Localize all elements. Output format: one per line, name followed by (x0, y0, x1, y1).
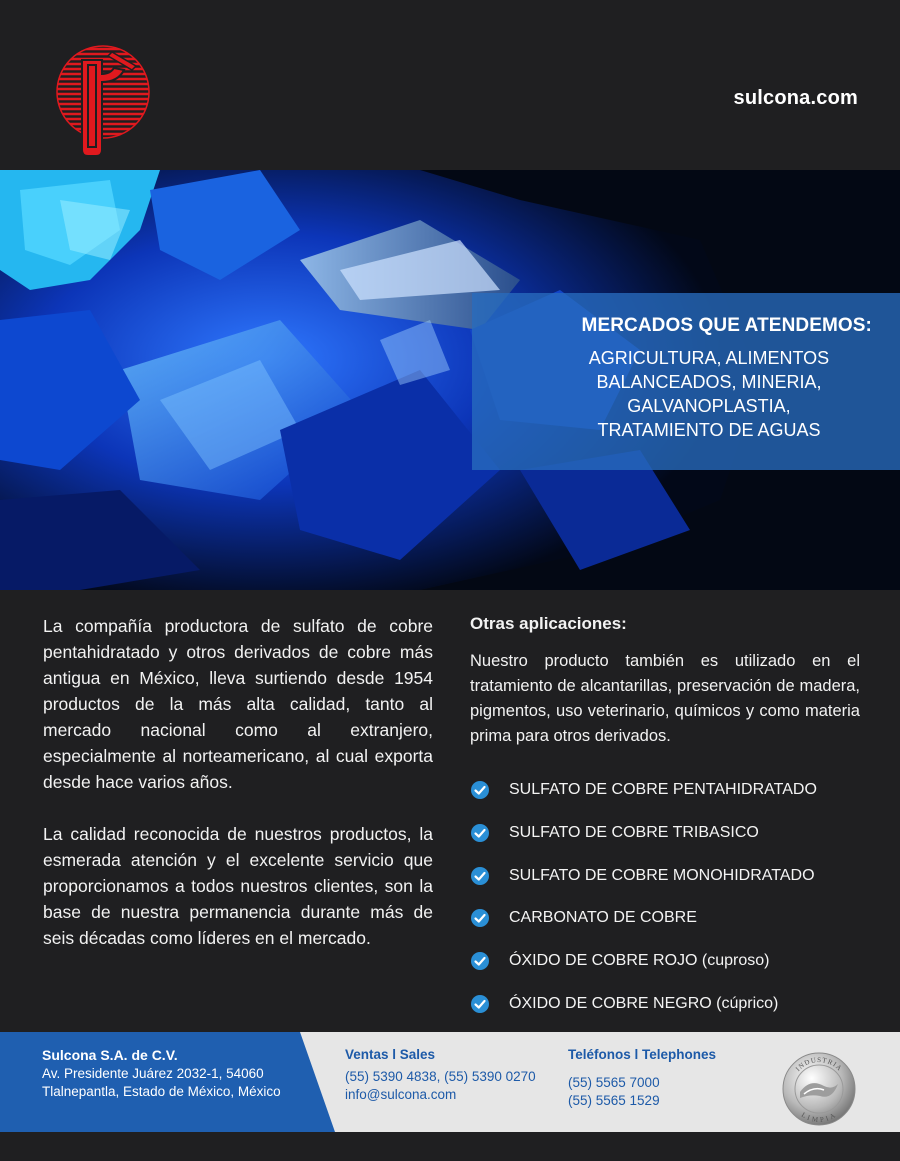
check-circle-icon (470, 994, 490, 1014)
other-applications-title: Otras aplicaciones: (470, 614, 627, 633)
check-circle-icon (470, 908, 490, 928)
intro-paragraph-2: La calidad reconocida de nuestros productos, la esmerada atención y el excelente servicio que proporcionamos a todos nuestros clientes, son la base de nuestra permanencia durante más de seis décadas como líderes en el mercado. (43, 824, 433, 948)
markets-panel (472, 293, 900, 470)
list-item (470, 812, 860, 855)
intro-paragraph-1: La compañía productora de sulfato de cobre pentahidratado y otros derivados de cobre más antigua en México, lleva surtiendo desde 1954 productos de la más alta calidad, tanto al mercado nacional como al extranjero, especialmente al norteamericano, al cual exporta desde hace varios años. (43, 616, 433, 792)
sales-contact (345, 1046, 536, 1104)
markets-line: GALVANOPLASTIA, (627, 396, 791, 416)
check-circle-icon (470, 780, 490, 800)
list-item (470, 897, 860, 940)
industria-limpia-seal (780, 1050, 858, 1128)
list-item (470, 940, 860, 983)
sulcona-logo (52, 42, 154, 158)
product-name: SULFATO DE COBRE PENTAHIDRATADO (509, 781, 817, 799)
markets-line: BALANCEADOS, MINERIA, (596, 372, 822, 392)
list-item (470, 982, 860, 1025)
sales-title: Ventas l Sales (345, 1047, 436, 1062)
list-item (470, 769, 860, 812)
markets-line: TRATAMIENTO DE AGUAS (597, 420, 821, 440)
seal-bottom-text: LIMPIA (799, 1110, 838, 1125)
product-name: SULFATO DE COBRE MONOHIDRATADO (509, 866, 815, 884)
bottom-strip (0, 1132, 900, 1161)
sales-phones[interactable]: (55) 5390 4838, (55) 5390 0270 (345, 1069, 536, 1084)
address-line-1: Av. Presidente Juárez 2032-1, 54060 (42, 1066, 264, 1081)
markets-title: MERCADOS QUE ATENDEMOS: (581, 315, 872, 336)
product-name: SULFATO DE COBRE TRIBASICO (509, 824, 759, 842)
telephone-contact (568, 1046, 716, 1110)
site-url[interactable]: sulcona.com (733, 87, 858, 109)
check-circle-icon (470, 866, 490, 886)
markets-line: AGRICULTURA, ALIMENTOS (588, 348, 830, 368)
intro-column (43, 613, 433, 977)
address-line-2: Tlalnepantla, Estado de México, México (42, 1084, 281, 1099)
product-name: ÓXIDO DE COBRE ROJO (cuproso) (509, 952, 770, 970)
other-applications-text: Nuestro producto también es utilizado en el tratamiento de alcantarillas, preservación de madera, pigmentos, uso veterinario, químicos y como materia prima para otros derivados. (470, 652, 860, 745)
seal-top-text: INDUSTRIA (793, 1055, 844, 1073)
applications-column (470, 613, 860, 1025)
phone-number[interactable]: (55) 5565 7000 (568, 1075, 660, 1090)
product-list (470, 769, 860, 1025)
phone-number[interactable]: (55) 5565 1529 (568, 1093, 660, 1108)
check-circle-icon (470, 951, 490, 971)
product-name: ÓXIDO DE COBRE NEGRO (cúprico) (509, 994, 779, 1012)
company-info (42, 1046, 281, 1101)
sales-email[interactable]: info@sulcona.com (345, 1087, 457, 1102)
check-circle-icon (470, 823, 490, 843)
phones-title: Teléfonos l Telephones (568, 1047, 717, 1062)
page-footer (0, 1032, 900, 1132)
company-name: Sulcona S.A. de C.V. (42, 1047, 178, 1063)
product-name: CARBONATO DE COBRE (509, 909, 697, 927)
page-header (0, 0, 900, 170)
list-item (470, 854, 860, 897)
hero-crystal-image (0, 170, 900, 590)
